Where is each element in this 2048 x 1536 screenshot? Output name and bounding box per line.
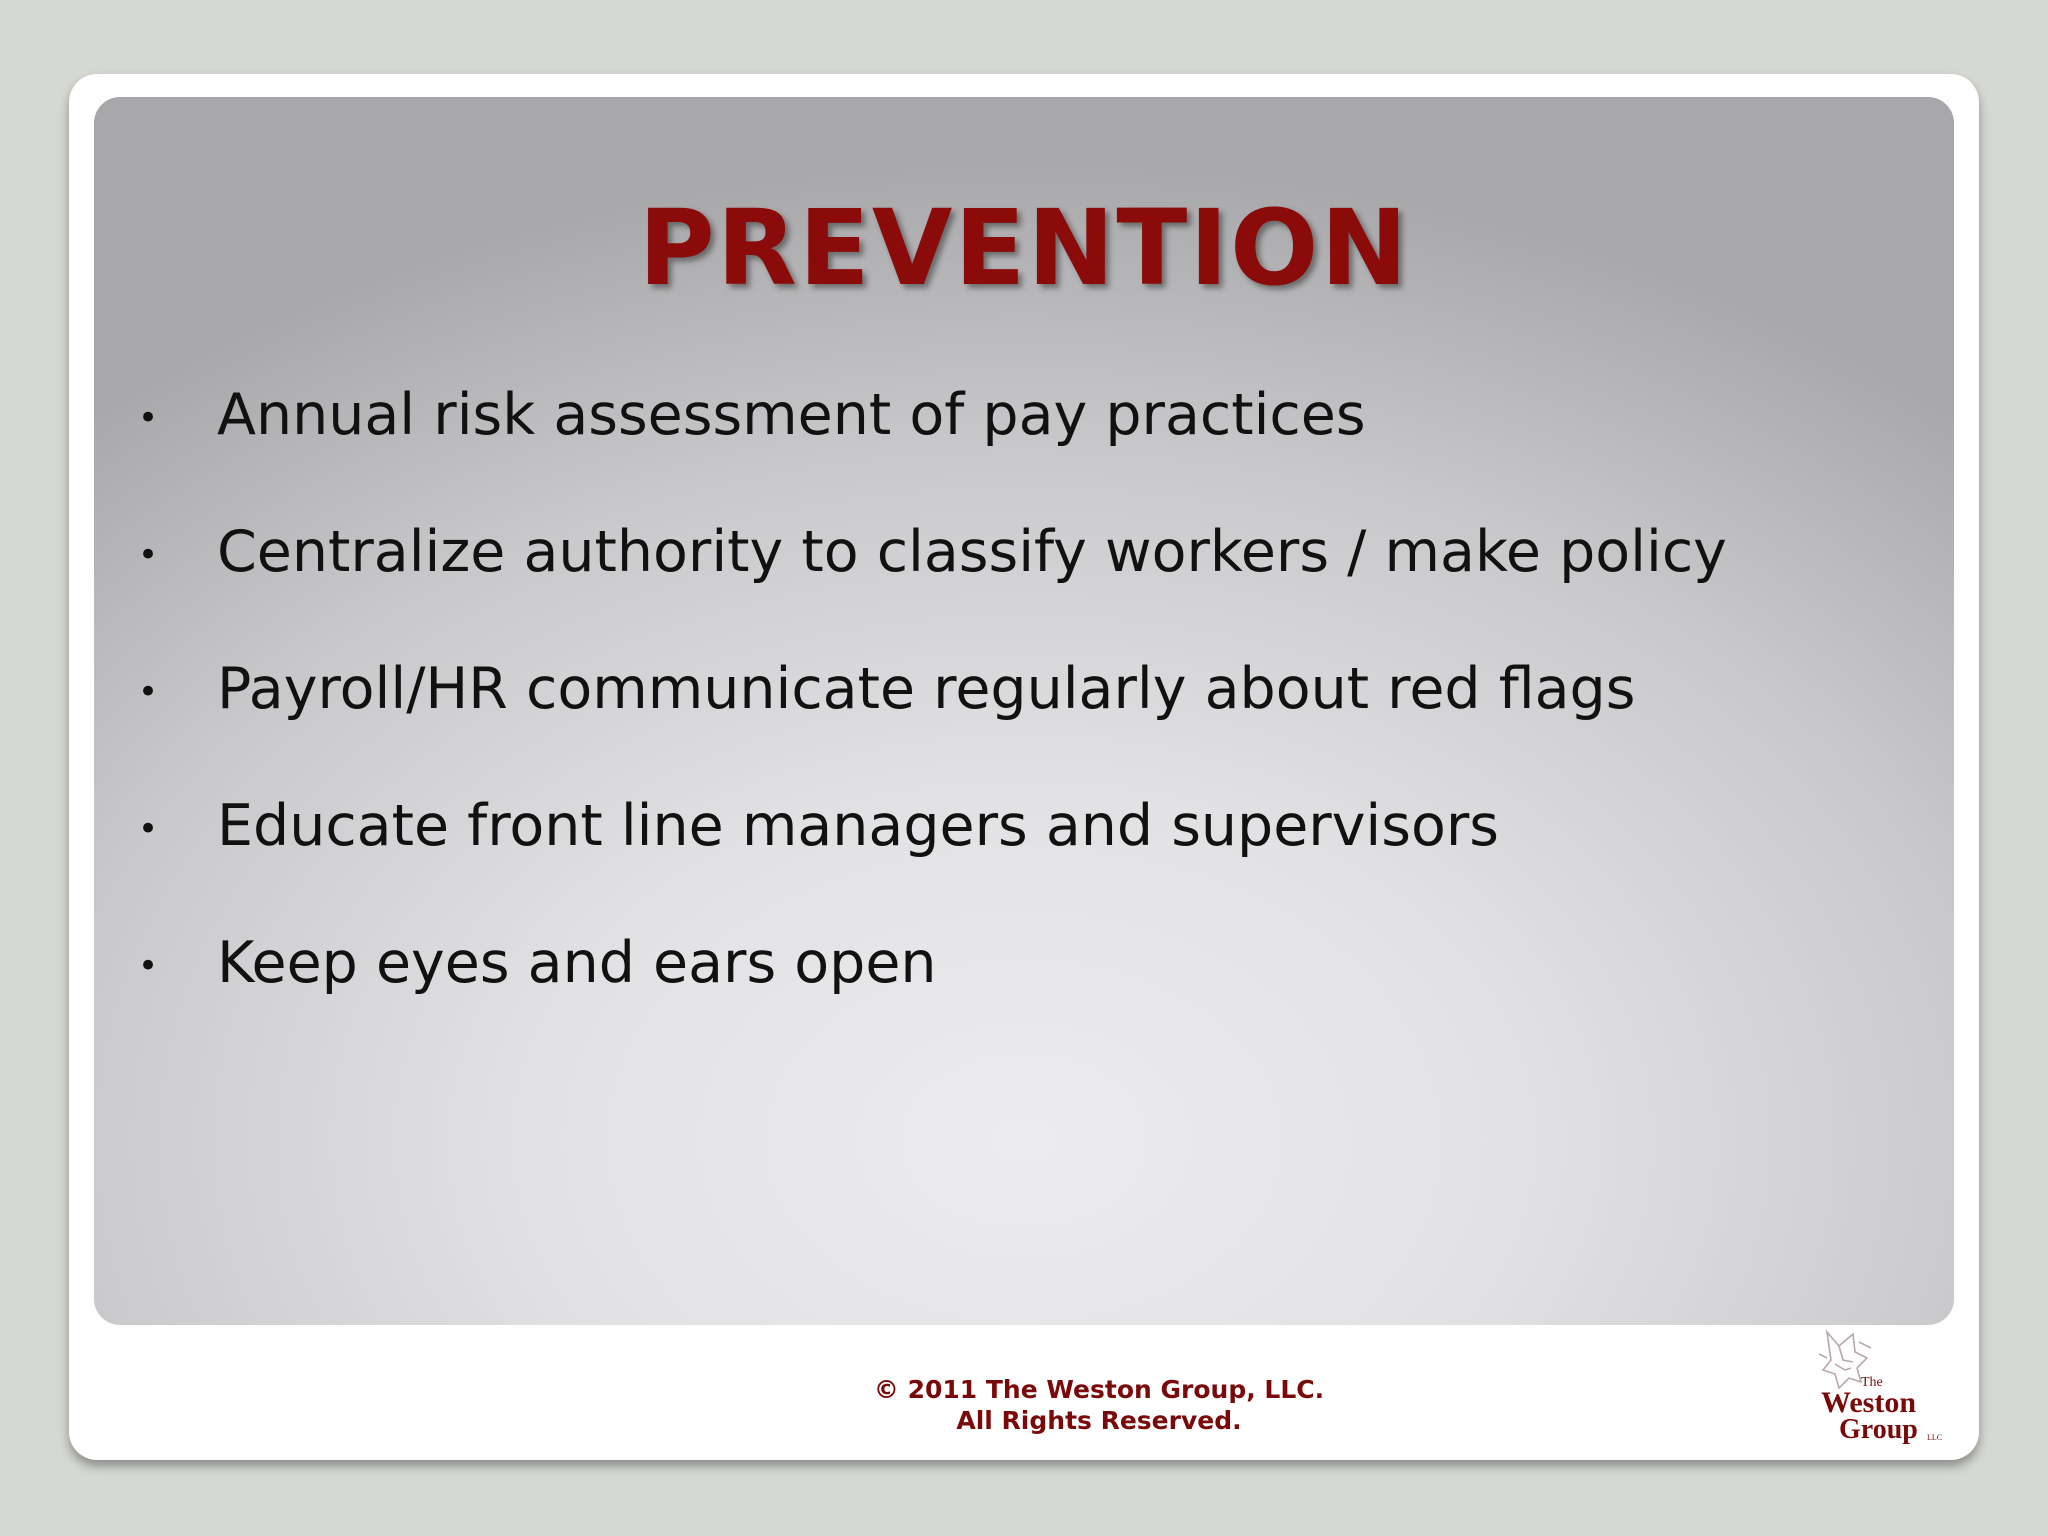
logo-llc-text: LLC [1927, 1433, 1943, 1442]
bullet-list [94, 382, 1954, 1072]
copyright-line-2: All Rights Reserved. [956, 1406, 1242, 1435]
slide-content-panel [94, 97, 1954, 1325]
logo-weston-text: Weston [1821, 1386, 1917, 1419]
bullet-icon: • [138, 672, 159, 712]
copyright-footer [759, 1374, 1439, 1436]
fox-logo-icon [1809, 1324, 1979, 1454]
bullet-icon: • [138, 809, 159, 849]
bullet-text: Annual risk assessment of pay practices [217, 382, 1366, 448]
bullet-text: Centralize authority to classify workers / make policy [217, 519, 1727, 585]
list-item [94, 519, 1954, 661]
bullet-icon: • [138, 398, 159, 438]
bullet-text: Payroll/HR communicate regularly about red flags [217, 656, 1636, 722]
logo-group-text: Group [1839, 1414, 1918, 1445]
list-item [94, 656, 1954, 798]
bullet-icon: • [138, 535, 159, 575]
list-item [94, 793, 1954, 935]
list-item [94, 930, 1954, 1072]
weston-group-logo [1809, 1324, 1979, 1454]
slide-frame [69, 74, 1979, 1460]
bullet-text: Educate front line managers and supervisors [217, 793, 1499, 859]
bullet-text: Keep eyes and ears open [217, 930, 937, 996]
logo-the-text: The [1861, 1375, 1883, 1390]
slide-title: PREVENTION [638, 187, 1410, 309]
list-item [94, 382, 1954, 524]
bullet-icon: • [138, 946, 159, 986]
copyright-line-1: © 2011 The Weston Group, LLC. [873, 1375, 1325, 1404]
